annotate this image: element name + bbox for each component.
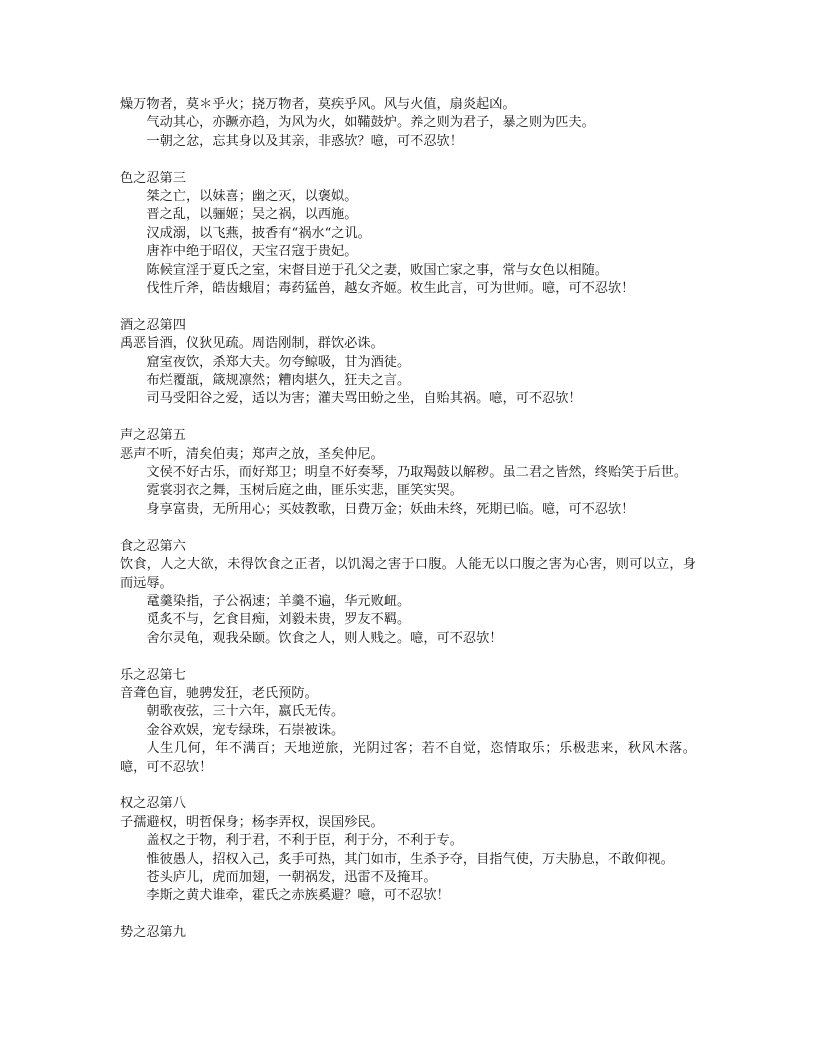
paragraph: 唐祚中绝于昭仪，天宝召寇于贵妃。 [146, 244, 358, 260]
paragraph: 禹恶旨酒，仪狄见疏。周诰刚制，群饮必诛。 [120, 336, 384, 352]
section [120, 538, 696, 648]
paragraph: 舍尔灵龟，观我朵颐。饮食之人，则人贱之。噫，可不忍欤！ [146, 630, 503, 646]
paragraph: 人生几何，年不满百；天地逆旅，光阴过客；若不自觉，恣情取乐；乐极悲来，秋风木落。噫，可不忍欤！ [120, 741, 696, 775]
paragraph: 司马受阳谷之爱，适以为害；灌夫骂田蚡之坐，自贻其祸。噫，可不忍欤！ [146, 391, 582, 407]
intro-block [120, 96, 696, 151]
paragraph: 子孺避权，明哲保身；杨李弄权，误国殄民。 [120, 814, 384, 830]
paragraph: 文侯不好古乐，而好郑卫；明皇不好奏琴，乃取羯鼓以解秽。虽二君之皆然，终贻笑于后世。 [146, 465, 688, 481]
paragraph: 饮食，人之大欲，未得饮食之正者，以饥渴之害于口腹。人能无以口腹之害为心害，则可以立，身而远辱。 [120, 557, 696, 591]
paragraph: 气动其心，亦蹶亦趋，为风为火，如鞴鼓炉。养之则为君子，暴之则为匹夫。 [146, 115, 595, 131]
paragraph: 燥万物者，莫＊乎火；挠万物者，莫疾乎风。风与火值，扇炎起凶。 [120, 97, 516, 112]
section-heading: 权之忍第八 [120, 796, 186, 812]
section [120, 795, 696, 905]
section-spacer [120, 409, 696, 427]
paragraph: 伐性斤斧，皓齿蛾眉；毒药猛兽，越女齐姬。枚生此言，可为世师。噫，可不忍欤！ [146, 281, 635, 297]
section [120, 667, 696, 777]
paragraph: 惟彼愚人，招权入己，炙手可热，其门如市，生杀予夺，目指气使，万夫胁息，不敢仰视。 [146, 851, 674, 867]
document-body [120, 96, 696, 943]
section-heading: 食之忍第六 [120, 538, 186, 554]
paragraph: 鼋羹染指，子公祸速；羊羹不遍，华元败衄。 [146, 593, 411, 609]
paragraph: 音聋色盲，驰骋发狂，老氏预防。 [120, 685, 318, 701]
paragraph: 苍头庐儿，虎而加翅，一朝祸发，迅雷不及掩耳。 [146, 869, 437, 885]
paragraph: 布烂覆瓿，箴规凛然；糟肉堪久，狂夫之言。 [146, 373, 411, 389]
section-spacer [120, 777, 696, 795]
paragraph: 盖权之于物，利于君，不利于臣，利于分，不利于专。 [146, 833, 463, 849]
paragraph: 金谷欢娱，宠专绿珠，石崇被诛。 [146, 722, 345, 738]
paragraph: 晋之乱，以骊姬；吴之祸，以西施。 [146, 207, 358, 223]
section-spacer [120, 648, 696, 666]
paragraph: 桀之亡，以妹喜；幽之灭，以褒姒。 [146, 189, 358, 205]
section [120, 317, 696, 409]
paragraph: 窟室夜饮，杀郑大夫。勿夸鲸吸，甘为酒徒。 [146, 354, 411, 370]
paragraph: 陈候宣淫于夏氏之室，宋督目逆于孔父之妻，败国亡家之事，常与女色以相随。 [146, 262, 608, 278]
section-heading: 势之忍第九 [120, 925, 186, 941]
paragraph: 觅炙不与，乞食目痴，刘毅未贵，罗友不羁。 [146, 612, 411, 628]
section-spacer [120, 906, 696, 924]
paragraph: 霓裳羽衣之舞，玉树后庭之曲，匪乐实悲，匪笑实哭。 [146, 483, 463, 499]
section [120, 924, 696, 942]
paragraph: 李斯之黄犬谁牵，霍氏之赤族奚避？噫，可不忍欤！ [146, 888, 450, 904]
section [120, 170, 696, 299]
section [120, 427, 696, 519]
section-heading: 酒之忍第四 [120, 317, 186, 333]
section-heading: 色之忍第三 [120, 170, 186, 186]
section-heading: 声之忍第五 [120, 428, 186, 444]
paragraph: 恶声不听，清矣伯夷；郑声之放，圣矣仲尼。 [120, 446, 384, 462]
section-spacer [120, 519, 696, 537]
section-heading: 乐之忍第七 [120, 667, 186, 683]
paragraph: 身享富贵，无所用心；买妓教歌，日费万金；妖曲未终，死期已临。噫，可不忍欤！ [146, 501, 635, 517]
paragraph: 朝歌夜弦，三十六年，嬴氏无传。 [146, 704, 345, 720]
paragraph: 汉成溺，以飞燕，披香有“祸水“之讥。 [146, 225, 371, 241]
paragraph: 一朝之忿，忘其身以及其亲，非惑欤？噫，可不忍欤！ [146, 133, 463, 149]
section-spacer [120, 151, 696, 169]
section-spacer [120, 298, 696, 316]
